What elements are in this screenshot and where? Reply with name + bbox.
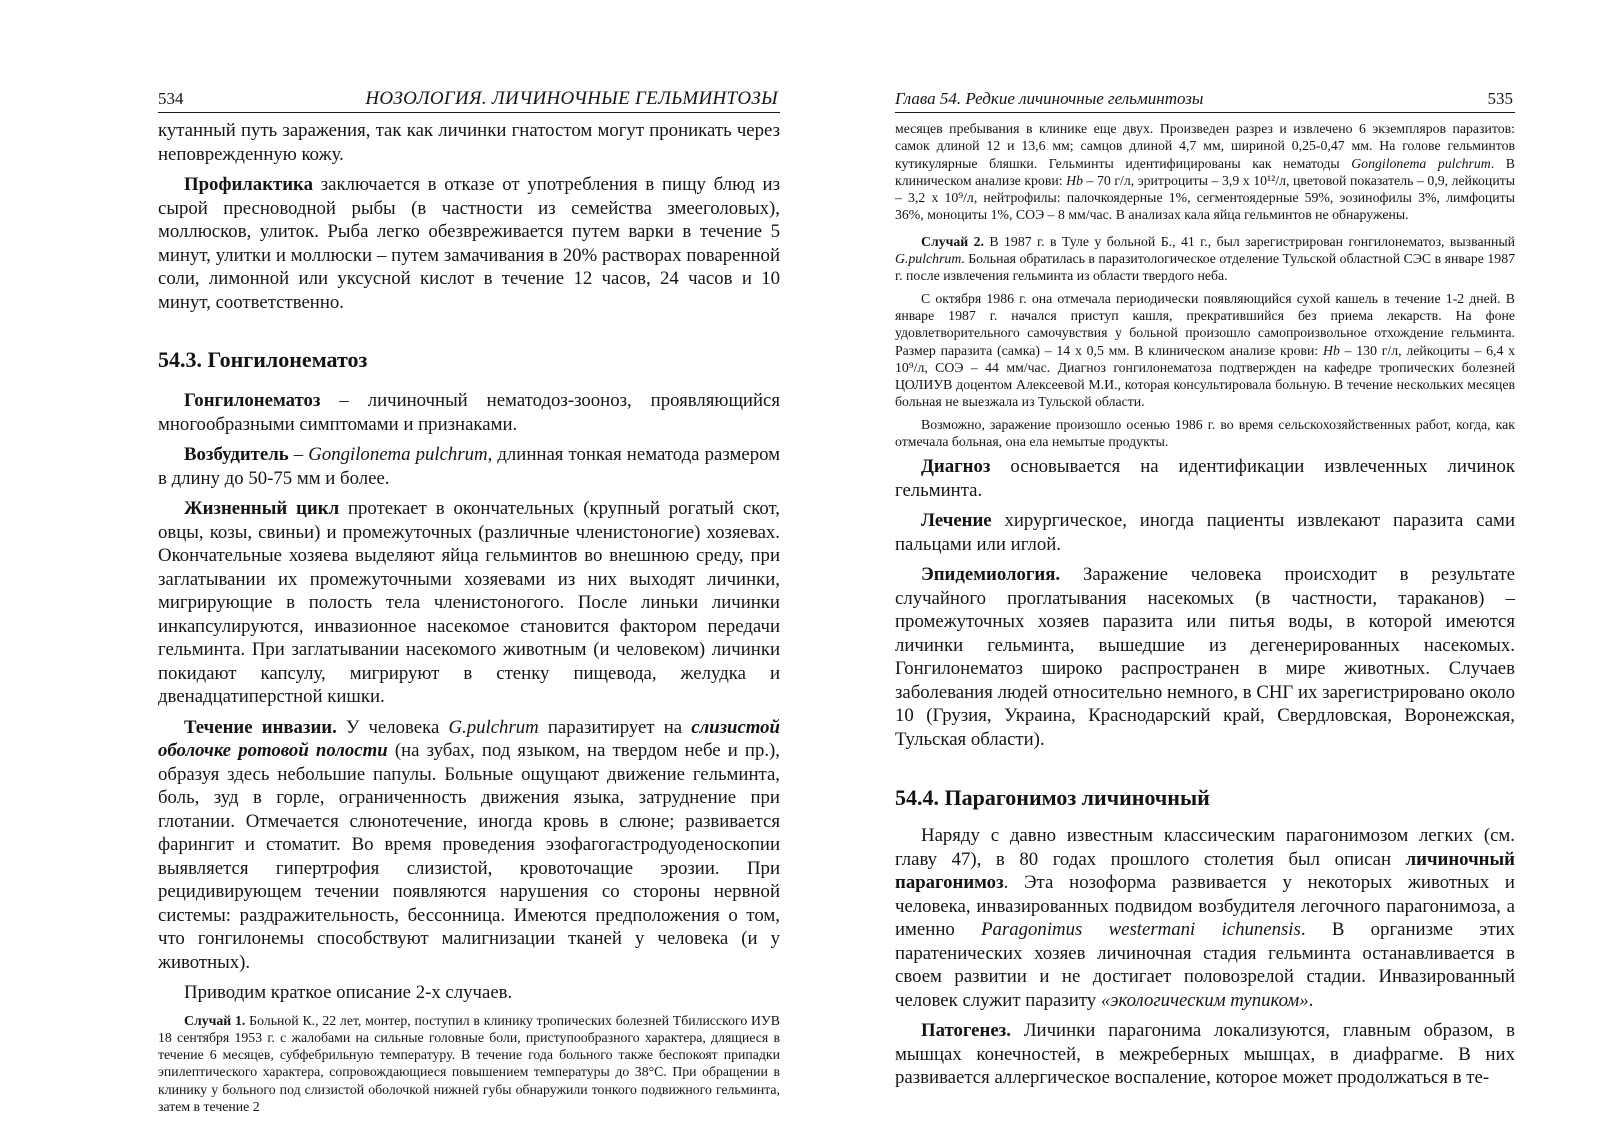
paragraph-text: основывается на идентификации извлеченных личинок гельминта. bbox=[895, 456, 1515, 501]
case-text: – 70 г/л, эритроциты – 3,9 х 10¹²/л, цветовой показатель – 0,9, лейкоциты – 3,2 х 10⁹/л, нейтрофилы: палочкоядерные 1%, сегментоядерные 59%, эозинофилы 3%, лимфоциты 36%, моноциты 1%, СОЭ – 8 мм/час. В анализах кала яйца гельминтов не обнаружены. bbox=[895, 172, 1516, 223]
paragraph-text: – личиночный нематодоз-зооноз, проявляющийся многообразными симптомами и признаками. bbox=[158, 390, 780, 435]
emphasis-location: слизистой оболочке ротовой полости bbox=[158, 716, 781, 761]
case-2-paragraph-3: Возможно, заражение произошло осенью 1986 г. во время сельскохозяйственных работ, когда, как отмечала больная, она ела немытые продукты. bbox=[895, 416, 1515, 450]
case-text: – 130 г/л, лейкоциты – 6,4 х 10⁹/л, СОЭ – 44 мм/час. Диагноз гонгилонематоза подтвержден на кафедре тропических болезней ЦОЛИУВ доцентом Алексеевой М.И., которая консультировала больную. В течение нескольких месяцев больная не выезжала из Тульской области. bbox=[895, 342, 1516, 410]
species-name: Paragonimus westermani ichunensis bbox=[981, 919, 1301, 941]
case-2-paragraph-2 bbox=[895, 290, 1515, 411]
page-body bbox=[895, 120, 1515, 1097]
term-gongylonematosis: Гонгилонематоз bbox=[184, 390, 321, 411]
running-header bbox=[895, 86, 1515, 113]
case-text: месяцев пребывания в клинике еще двух. Произведен разрез и извлечено 6 экземпляров паразитов: самок длиной 12 и 13,6 мм; самцов длиной 4,7 мм, шириной 0,25-0,47 мм. На голове гельминтов кутикулярные бляшки. Гельминты идентифицированы как нематоды bbox=[895, 121, 1515, 171]
paragraph-text: Личинки парагонима локализуются, главным образом, в мышцах конечностей, в межреберных мышцах, в диафрагме. В них развивается аллергическое воспаление, которое может продолжаться в те- bbox=[895, 1020, 1515, 1089]
paragraph-intro-cases: Приводим краткое описание 2-х случаев. bbox=[184, 982, 513, 1003]
species-name: Gongilonema pulchrum bbox=[1351, 155, 1491, 171]
page-body bbox=[158, 119, 780, 1120]
case-label: Случай 1. bbox=[184, 1012, 246, 1028]
page-number: 534 bbox=[158, 89, 184, 108]
term-lifecycle: Жизненный цикл bbox=[184, 498, 340, 519]
paragraph-prophylaxis bbox=[158, 173, 780, 314]
paragraph-text: . В организме этих паратенических хозяев личиночная стадия гельминта останавливается в своем развитии и не достигает половозрелой стадии. Инвазированный человек служит паразиту bbox=[895, 919, 1515, 1011]
case-text: . В клиническом анализе крови: bbox=[895, 155, 1515, 188]
section-heading: 54.3. Гонгилонематоз bbox=[158, 347, 368, 372]
case-1-continued bbox=[895, 120, 1515, 224]
paragraph-course bbox=[158, 716, 780, 975]
hb-symbol: Hb bbox=[1322, 342, 1340, 358]
term-prophylaxis: Профилактика bbox=[184, 174, 313, 195]
paragraph-diagnosis bbox=[895, 455, 1515, 502]
quote-ecological-deadend: «экологическим тупиком» bbox=[1100, 989, 1309, 1011]
paragraph-continued: кутанный путь заражения, так как личинки гнатостом могут проникать через неповрежденную кожу. bbox=[158, 120, 780, 165]
paragraph-definition bbox=[158, 389, 780, 436]
species-name: Gongilonema pulchrum bbox=[308, 444, 488, 465]
hb-symbol: Hb bbox=[1066, 172, 1083, 188]
paragraph-text: паразитирует на bbox=[538, 716, 692, 738]
section-heading: 54.4. Парагонимоз личиночный bbox=[895, 785, 1210, 811]
running-title: Глава 54. Редкие личиночные гельминтозы bbox=[895, 89, 1204, 108]
paragraph-epidemiology bbox=[895, 563, 1515, 751]
case-text: С октября 1986 г. она отмечала периодически появляющийся сухой кашель в течение 1-2 дней. В январе 1987 г. начался приступ кашля, прекратившийся без приема лекарств. На фоне удовлетворительного самочувствия у больной произошло самопроизвольное отхождение гельминта. Размер паразита (самка) – 14 х 0,5 мм. В клиническом анализе крови: bbox=[895, 290, 1515, 358]
term-treatment: Лечение bbox=[921, 510, 992, 532]
term-agent: Возбудитель bbox=[184, 444, 289, 465]
paragraph-paragonimiasis bbox=[895, 824, 1515, 1012]
page-number: 535 bbox=[1487, 89, 1513, 108]
paragraph-text: . bbox=[1308, 989, 1314, 1011]
running-header bbox=[158, 86, 780, 113]
paragraph-text: протекает в окончательных (крупный рогатый скот, овцы, козы, свиньи) и промежуточных (различные членистоногие) хозяевах. Окончательные хозяева выделяют яйца гельминтов во внешнюю среду, при заглатывании их промежуточными хозяевами из них выходят личинки, мигрирующие в полость тела членистоногого. После линьки личинки инкапсулируются, инвазионное насекомое становится фактором передачи гельминта. При заглатывании насекомого животным (и человеком) личинки покидают капсулу, мигрируют в стенку пищевода, желудка и двенадцатиперстной кишки. bbox=[158, 498, 780, 707]
paragraph-pathogenesis bbox=[895, 1019, 1515, 1090]
case-2 bbox=[895, 233, 1515, 285]
term-pathogenesis: Патогенез. bbox=[921, 1020, 1011, 1042]
paragraph-text: хирургическое, иногда пациенты извлекают паразита сами пальцами или иглой. bbox=[895, 510, 1515, 555]
paragraph-text: , длинная тонкая нематода размером в длину до 50-75 мм и более. bbox=[158, 444, 780, 489]
running-title: НОЗОЛОГИЯ. ЛИЧИНОЧНЫЕ ГЕЛЬМИНТОЗЫ bbox=[365, 88, 778, 109]
case-1 bbox=[158, 1012, 780, 1116]
term-diagnosis: Диагноз bbox=[921, 456, 991, 478]
dash: – bbox=[288, 444, 309, 465]
paragraph-text: У человека bbox=[336, 716, 449, 738]
term-course: Течение инвазии. bbox=[184, 716, 337, 738]
paragraph-treatment bbox=[895, 509, 1515, 556]
case-label: Случай 2. bbox=[921, 233, 984, 249]
case-text: . Больная обратилась в паразитологическое отделение Тульской областной СЭС в январе 1987 г. после извлечения гельминта из области твердого неба. bbox=[895, 251, 1515, 284]
paragraph-text: заключается в отказе от употребления в пищу блюд из сырой пресноводной рыбы (в частности из семейства змееголовых), моллюсков, улиток. Рыба легко обезвреживается путем варки в течение 5 минут, улитки и моллюски – путем замачивания в 20% растворах поваренной соли, лимонной или уксусной кислот в течение 12 часов, 24 часов и 10 минут, соответственно. bbox=[158, 174, 780, 313]
species-name: G.pulchrum bbox=[448, 716, 539, 738]
case-text: Больной К., 22 лет, монтер, поступил в клинику тропических болезней Тбилисского ИУВ 18 сентября 1953 г. с жалобами на сильные головные боли, приступообразного характера, длящиеся в течение 6 месяцев, субфебрильную температуру. В течение года больного также беспокоят припадки эпилептического характера, сопровождающиеся повышением температуры до 38°С. При обращении в клинику у больного под слизистой оболочкой нижней губы обнаружили тонкого подвижного гельминта, затем в течение 2 bbox=[158, 1012, 780, 1114]
paragraph-text: Заражение человека происходит в результате случайного проглатывания насекомых (в частности, тараканов) – промежуточных хозяев паразита или питья воды, в которой имеются личинки гельминта, вышедшие из дегенерированных насекомых. Гонгилонематоз широко распространен в мире животных. Случаев заболевания людей относительно немного, в СНГ их зарегистрировано около 10 (Грузия, Украина, Краснодарский край, Свердловская, Воронежская, Тульская области). bbox=[895, 564, 1515, 750]
species-name: G.pulchrum bbox=[895, 251, 962, 267]
paragraph-text: (на зубах, под языком, на твердом небе и пр.), образуя здесь небольшие папулы. Больные ощущают движение гельминта, боль, зуд в горле, ограниченность движения языка, затруднение при глотании. Отмечается слюнотечение, иногда кровь в слюне; развивается фарингит и стоматит. Во время проведения эзофагогастродуоденоскопии выявляется гипертрофия слизистой, кровоточащие эрозии. При рецидивирующем течении появляются нарушения со стороны нервной системы: раздражительность, бессонница. Имеются предположения о том, что гонгилонемы способствуют малигнизации тканей у человека (и у животных). bbox=[158, 740, 780, 973]
case-text: В 1987 г. в Туле у больной Б., 41 г., был зарегистрирован гонгилонематоз, вызванный bbox=[984, 233, 1515, 249]
term-larval-paragonimiasis: личиночный парагонимоз bbox=[895, 848, 1515, 894]
paragraph-text: . Эта нозоформа развивается у некоторых животных и человека, инвазированных подвидом возбудителя легочного парагонимоза, а именно bbox=[895, 872, 1515, 941]
term-epidemiology: Эпидемиология. bbox=[921, 564, 1061, 586]
paragraph-lifecycle bbox=[158, 497, 780, 709]
paragraph-text: Наряду с давно известным классическим парагонимозом легких (см. главу 47), в 80 годах прошлого столетия был описан bbox=[895, 825, 1515, 870]
paragraph-agent bbox=[158, 443, 780, 490]
